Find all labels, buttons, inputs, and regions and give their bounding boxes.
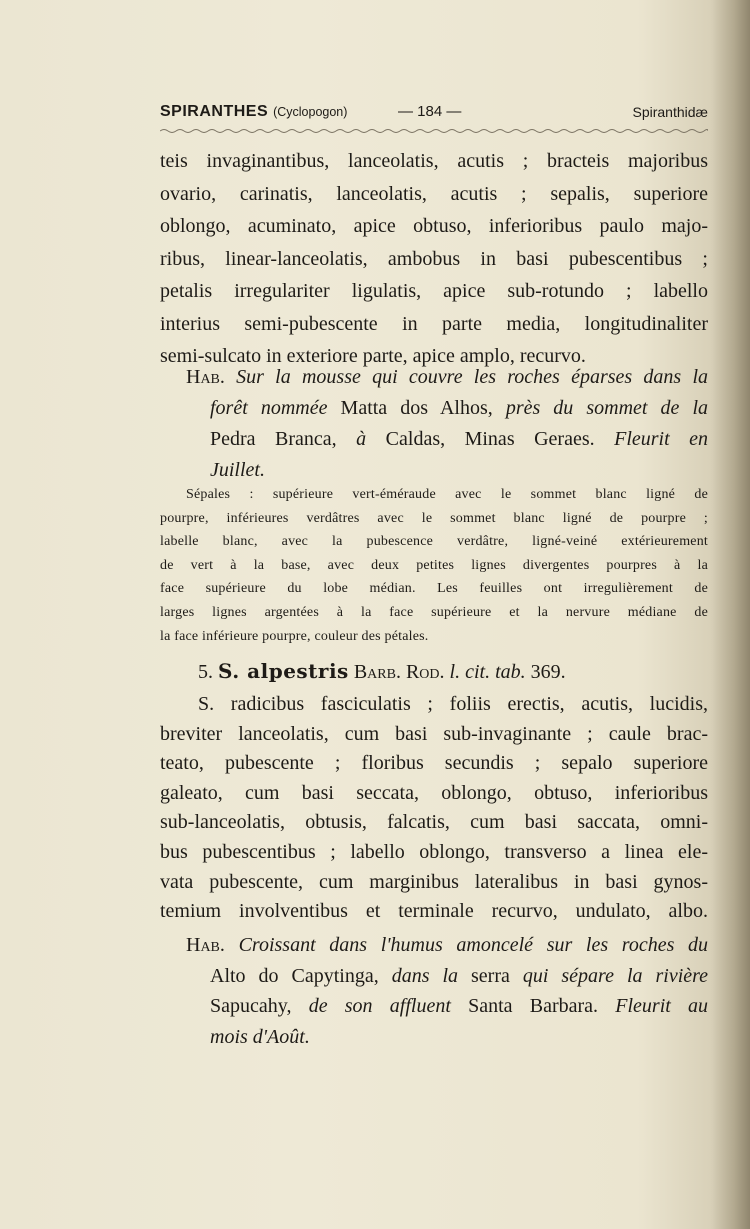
section-name: Spiranthidæ: [632, 104, 708, 120]
text-line: la face inférieure pourpre, couleur des pétales.: [160, 628, 429, 644]
habitat-label: Hab.: [186, 366, 225, 388]
text-line: breviter lanceolatis, cum basi sub-invaginante ; caule brac-: [160, 722, 708, 745]
text-line: interius semi-pubescente in parte media, longitudinaliter: [160, 312, 708, 335]
text-line: ovario, carinatis, lanceolatis, acutis ; sepalis, superiore: [160, 182, 708, 205]
habitat-label: Hab.: [186, 934, 225, 956]
text-line: [186, 961, 708, 992]
locality-name: Matta dos Alhos,: [340, 397, 493, 419]
text-line: galeato, cum basi seccata, oblongo, obtuso, inferioribus: [160, 781, 708, 804]
running-title: [160, 103, 347, 121]
text-line: Sépales : supérieure vert-éméraude avec le sommet blanc ligné de: [186, 487, 708, 502]
locality-name: serra: [471, 964, 510, 987]
running-header: [160, 103, 708, 127]
text-line: semi-sulcato in exteriore parte, apice amplo, recurvo.: [160, 345, 586, 367]
text-line: oblongo, acuminato, apice obtuso, inferioribus paulo majo-: [160, 215, 708, 237]
description-continued: [160, 145, 708, 373]
text-line: de vert à la base, avec deux petites lignes divergentes pourpres à la: [160, 557, 708, 573]
text-line: ribus, linear-lanceolatis, ambobus in basi pubescentibus ;: [160, 247, 708, 270]
habitat-text: près du sommet de la: [505, 397, 709, 419]
habitat-text: qui sépare la rivière: [522, 964, 709, 987]
habitat-paragraph-2: [186, 930, 708, 1052]
species-citation: l. cit. tab.: [449, 661, 526, 683]
locality-name: Pedra Branca,: [210, 428, 337, 450]
text-line: sub-lanceolatis, obtusis, falcatis, cum basi saccata, omni-: [160, 811, 708, 834]
text-line: teis invaginantibus, lanceolatis, acutis ; bracteis majoribus: [160, 150, 708, 172]
plate-number: 369.: [530, 661, 566, 683]
subgenus-title: (Cyclopogon): [273, 105, 348, 119]
text-line: [186, 393, 708, 424]
habitat-text: Croissant dans l'humus amoncelé sur les roches du: [238, 934, 708, 956]
french-notes: [160, 483, 708, 648]
binding-shadow: [710, 0, 750, 1229]
text-line: larges lignes argentées à la face supérieure et la nervure médiane de: [160, 604, 708, 620]
habitat-text: dans la: [391, 964, 459, 987]
habitat-text: Sur la mousse qui couvre les roches éparses dans la: [236, 366, 709, 388]
genus-title: SPIRANTHES: [160, 103, 269, 120]
species-number: 5.: [198, 661, 213, 683]
habitat-text: à: [356, 428, 367, 450]
text-line: S. radicibus fasciculatis ; foliis erectis, acutis, lucidis,: [198, 693, 708, 715]
text-line: [186, 930, 708, 961]
page-number: — 184 —: [398, 103, 462, 120]
text-line: [186, 362, 708, 393]
text-line: pourpre, inférieures verdâtres avec le sommet blanc ligné de pourpre ;: [160, 510, 708, 526]
habitat-text: Fleurit au: [615, 995, 709, 1017]
text-line: [186, 991, 708, 1022]
habitat-text: Fleurit en: [614, 428, 709, 450]
text-line: teato, pubescente ; floribus secundis ; sepalo superiore: [160, 752, 708, 775]
species-description: [160, 690, 708, 927]
text-line: temium involventibus et terminale recurvo, undulato, albo.: [160, 900, 708, 923]
text-line: [186, 1022, 708, 1053]
text-line: face supérieure du lobe médian. Les feuilles ont irregulièrement de: [160, 581, 708, 597]
habitat-text: de son affluent: [308, 995, 451, 1017]
text-line: bus pubescentibus ; labello oblongo, transverso a linea ele-: [160, 840, 708, 863]
text-line: labelle blanc, avec la pubescence verdâtre, ligné-veiné extérieurement: [160, 534, 708, 550]
locality-name: Sapucahy,: [210, 995, 292, 1017]
species-name: S. alpestris: [218, 659, 349, 683]
habitat-text: Juillet.: [210, 459, 265, 481]
text-line: petalis irregulariter ligulatis, apice sub-rotundo ; labello: [160, 280, 708, 302]
text-line: [186, 455, 708, 486]
text-line: [186, 424, 708, 455]
header-wavy-rule: [160, 128, 708, 134]
habitat-text: mois d'Août.: [210, 1025, 310, 1048]
text-line: vata pubescente, cum marginibus lateralibus in basi gynos-: [160, 870, 708, 893]
species-author: Barb. Rod.: [353, 661, 445, 683]
habitat-text: forêt nommée: [210, 397, 328, 419]
species-heading: [198, 656, 678, 687]
locality-name: Santa Barbara.: [468, 995, 599, 1017]
locality-name: Alto do Capytinga,: [210, 964, 379, 987]
habitat-paragraph-1: [186, 362, 708, 486]
locality-name: Caldas, Minas Geraes.: [385, 428, 595, 450]
